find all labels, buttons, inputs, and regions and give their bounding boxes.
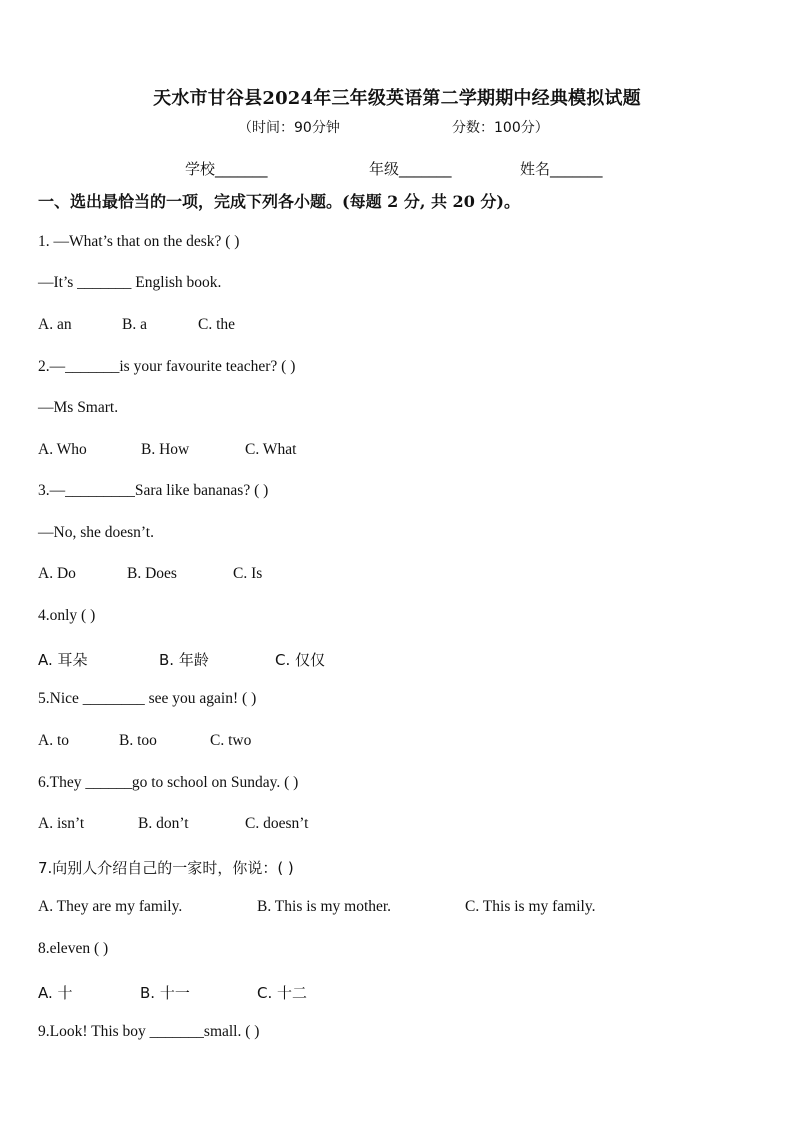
exam-title: 天水市甘谷县2024年三年级英语第二学期期中经典模拟试题	[153, 88, 641, 109]
question-1-answer-line: —It’s _______ English book.	[38, 274, 222, 291]
name-field[interactable]: 姓名_______	[520, 160, 603, 178]
question-6-option-b[interactable]: B. don’t	[138, 815, 189, 832]
question-3-answer-line: —No, she doesn’t.	[38, 524, 154, 541]
question-4-option-b[interactable]: B. 年龄	[159, 651, 209, 669]
question-7-stem: 7.向别人介绍自己的一家时，你说：( )	[38, 859, 294, 877]
question-9-stem: 9.Look! This boy _______small. ( )	[38, 1023, 260, 1040]
question-1-option-c[interactable]: C. the	[198, 316, 236, 333]
question-8-option-a[interactable]: A. 十	[38, 984, 73, 1002]
question-7-option-c[interactable]: C. This is my family.	[465, 898, 596, 915]
question-3-option-c[interactable]: C. Is	[233, 565, 263, 582]
question-4-option-c[interactable]: C. 仅仅	[275, 651, 326, 669]
question-5-option-b[interactable]: B. too	[119, 732, 157, 749]
grade-field[interactable]: 年级_______	[369, 160, 452, 178]
question-4-stem: 4.only ( )	[38, 607, 96, 624]
question-1-option-b[interactable]: B. a	[122, 316, 147, 333]
school-field[interactable]: 学校_______	[185, 160, 268, 178]
question-5-option-a[interactable]: A. to	[38, 732, 69, 749]
question-2-option-b[interactable]: B. How	[141, 441, 190, 458]
question-2-stem: 2.—_______is your favourite teacher? ( )	[38, 358, 296, 375]
question-1-option-a[interactable]: A. an	[38, 316, 72, 333]
question-5-stem: 5.Nice ________ see you again! ( )	[38, 690, 257, 707]
exam-time: （时间：90分钟	[238, 120, 340, 136]
question-8-option-b[interactable]: B. 十一	[140, 984, 190, 1002]
question-2-answer-line: —Ms Smart.	[38, 399, 119, 416]
question-2-option-a[interactable]: A. Who	[38, 441, 87, 458]
question-5-option-c[interactable]: C. two	[210, 732, 252, 749]
question-3-option-b[interactable]: B. Does	[127, 565, 177, 582]
question-3-option-a[interactable]: A. Do	[38, 565, 76, 582]
question-4-option-a[interactable]: A. 耳朵	[38, 651, 88, 669]
exam-score: 分数：100分）	[452, 120, 549, 136]
question-6-stem: 6.They ______go to school on Sunday. ( )	[38, 774, 299, 791]
question-3-stem: 3.—_________Sara like bananas? ( )	[38, 482, 269, 499]
question-6-option-c[interactable]: C. doesn’t	[245, 815, 309, 832]
question-7-option-a[interactable]: A. They are my family.	[38, 898, 183, 915]
question-7-option-b[interactable]: B. This is my mother.	[257, 898, 392, 915]
question-1-stem: 1. —What’s that on the desk? ( )	[38, 233, 240, 250]
question-8-stem: 8.eleven ( )	[38, 940, 109, 957]
question-6-option-a[interactable]: A. isn’t	[38, 815, 85, 832]
question-8-option-c[interactable]: C. 十二	[257, 984, 308, 1002]
section-heading: 一、选出最恰当的一项，完成下列各小题。(每题 2 分, 共 20 分)。	[38, 192, 520, 211]
question-2-option-c[interactable]: C. What	[245, 441, 297, 458]
